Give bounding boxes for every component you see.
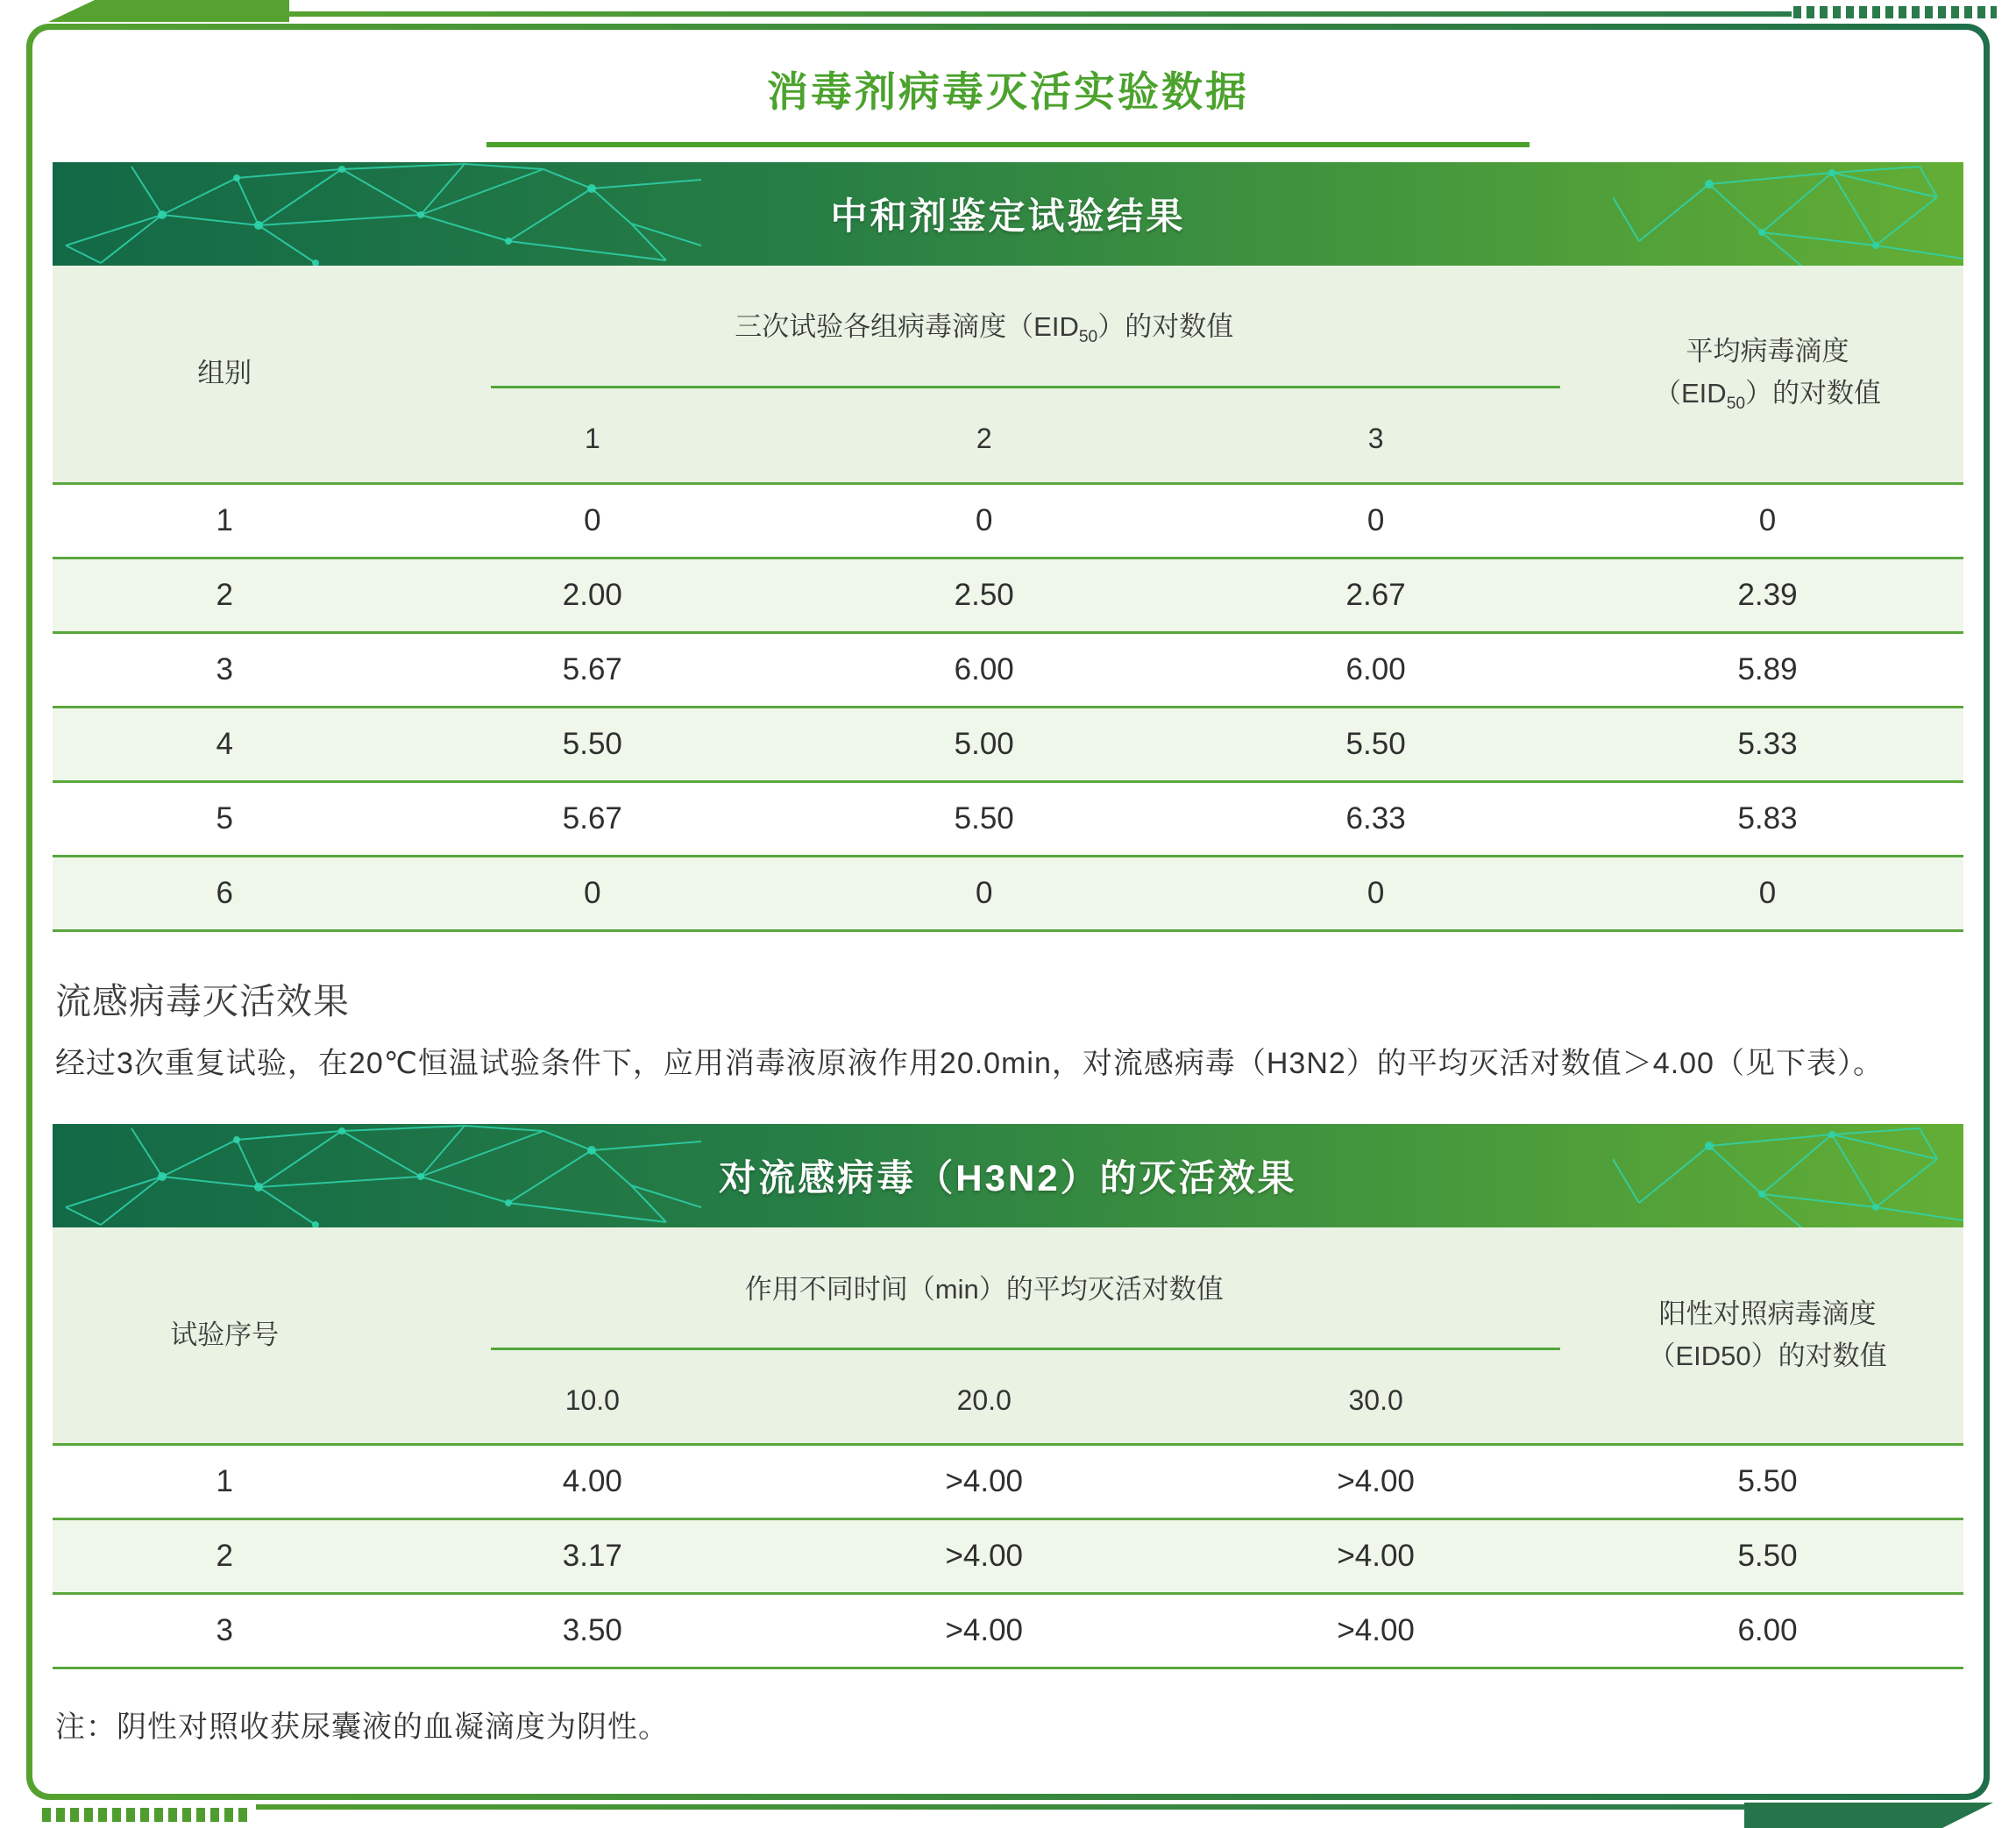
column-header-20min: 20.0 bbox=[788, 1359, 1180, 1445]
title-underline bbox=[486, 142, 1530, 147]
table-cell: 4.00 bbox=[562, 1464, 622, 1499]
top-right-dashed-strip bbox=[1793, 6, 1997, 18]
table-cell: 5.50 bbox=[1737, 1539, 1798, 1574]
column-header-trial-2: 2 bbox=[788, 397, 1180, 483]
network-pattern-icon bbox=[53, 1124, 701, 1227]
table-header-row bbox=[53, 266, 1963, 397]
column-header-test-number: 试验序号 bbox=[53, 1227, 396, 1445]
h3n2-inactivation-table bbox=[53, 1227, 1963, 1670]
table-row bbox=[53, 1445, 1963, 1519]
bottom-right-ribbon bbox=[1744, 1803, 1993, 1828]
section-heading: 流感病毒灭活效果 bbox=[55, 980, 350, 1021]
table2-banner bbox=[53, 1124, 1963, 1227]
table-cell: 2 bbox=[216, 1539, 233, 1574]
table2-banner-title: 对流感病毒（H3N2）的灭活效果 bbox=[719, 1156, 1297, 1199]
table-cell: 2.00 bbox=[562, 577, 622, 612]
table-cell: >4.00 bbox=[1337, 1613, 1415, 1648]
top-border-line bbox=[286, 11, 1792, 17]
table-cell: >4.00 bbox=[945, 1464, 1023, 1499]
table-cell: 6.00 bbox=[954, 651, 1014, 686]
table-cell: 1 bbox=[216, 1464, 233, 1499]
table-cell: 5.50 bbox=[1737, 1464, 1798, 1499]
table-cell: 1 bbox=[216, 502, 233, 537]
table-cell: 5.89 bbox=[1737, 651, 1798, 686]
table-row bbox=[53, 707, 1963, 781]
column-header-positive-control: 阳性对照病毒滴度 （EID50）的对数值 bbox=[1572, 1227, 1963, 1445]
table-cell: 0 bbox=[975, 875, 993, 910]
column-header-trial-1: 1 bbox=[396, 397, 788, 483]
table-row bbox=[53, 1594, 1963, 1668]
table-cell: 6.00 bbox=[1345, 651, 1406, 686]
bottom-border-line bbox=[256, 1804, 1744, 1810]
table-cell: 0 bbox=[1758, 875, 1777, 910]
table-cell: >4.00 bbox=[1337, 1464, 1415, 1499]
table-cell: 6.33 bbox=[1345, 800, 1406, 836]
table-cell: 0 bbox=[1366, 875, 1385, 910]
table-cell: 0 bbox=[975, 502, 993, 537]
column-header-span: 作用不同时间（min）的平均灭活对数值 bbox=[396, 1227, 1572, 1359]
table-cell: 5 bbox=[216, 800, 233, 836]
table-header-row bbox=[53, 1227, 1963, 1359]
table-cell: >4.00 bbox=[945, 1613, 1023, 1648]
span-header-underline bbox=[491, 1348, 1560, 1350]
column-header-group: 组别 bbox=[53, 266, 396, 483]
table-cell: 0 bbox=[1366, 502, 1385, 537]
table-cell: 4 bbox=[216, 726, 233, 761]
body-paragraph: 经过3次重复试验，在20℃恒温试验条件下，应用消毒液原液作用20.0min，对流感病毒（H3N2）的平均灭活对数值＞4.00（见下表）。 bbox=[55, 1046, 1884, 1080]
table-cell: 5.67 bbox=[562, 800, 622, 836]
span-header-underline bbox=[491, 386, 1560, 388]
bottom-left-dashed-strip bbox=[42, 1808, 249, 1822]
footnote: 注：阴性对照收获尿囊液的血凝滴度为阴性。 bbox=[55, 1711, 669, 1745]
table-cell: 5.00 bbox=[954, 726, 1014, 761]
table1-banner-title: 中和剂鉴定试验结果 bbox=[830, 196, 1186, 237]
page-title: 消毒剂病毒灭活实验数据 bbox=[767, 68, 1249, 115]
table-cell: 6.00 bbox=[1737, 1613, 1798, 1648]
content-card-inner bbox=[32, 30, 1984, 1794]
table-cell: 5.67 bbox=[562, 651, 622, 686]
table-cell: 3 bbox=[216, 1613, 233, 1648]
column-header-trial-3: 3 bbox=[1180, 397, 1572, 483]
content-card bbox=[26, 24, 1990, 1800]
column-header-span: 三次试验各组病毒滴度$(EID_{50})$的对数值 bbox=[396, 266, 1572, 397]
column-header-10min: 10.0 bbox=[396, 1359, 788, 1445]
table-cell: 3 bbox=[216, 651, 233, 686]
network-pattern-icon bbox=[1613, 162, 1963, 266]
table-row bbox=[53, 558, 1963, 632]
table-cell: >4.00 bbox=[945, 1539, 1023, 1574]
network-pattern-icon bbox=[1613, 1124, 1963, 1227]
table-cell: 2.50 bbox=[954, 577, 1014, 612]
table-row bbox=[53, 781, 1963, 856]
table-cell: 5.50 bbox=[562, 726, 622, 761]
table-cell: 0 bbox=[584, 502, 601, 537]
table-cell: 5.33 bbox=[1737, 726, 1798, 761]
table-row bbox=[53, 856, 1963, 930]
neutralizer-test-table bbox=[53, 266, 1963, 932]
table-cell: 2 bbox=[216, 577, 233, 612]
table-cell: 3.50 bbox=[562, 1613, 622, 1648]
table-cell: 2.39 bbox=[1737, 577, 1798, 612]
table-cell: 5.50 bbox=[954, 800, 1014, 836]
network-pattern-icon bbox=[53, 162, 701, 266]
table1-banner bbox=[53, 162, 1963, 266]
table-cell: 5.83 bbox=[1737, 800, 1798, 836]
table-cell: 0 bbox=[584, 875, 601, 910]
table-cell: 2.67 bbox=[1345, 577, 1406, 612]
table-cell: 3.17 bbox=[562, 1539, 622, 1574]
table-row bbox=[53, 1519, 1963, 1594]
table-row bbox=[53, 483, 1963, 558]
table-cell: >4.00 bbox=[1337, 1539, 1415, 1574]
table-cell: 5.50 bbox=[1345, 726, 1406, 761]
top-left-ribbon bbox=[48, 0, 289, 22]
table-cell: 0 bbox=[1758, 502, 1777, 537]
table-row bbox=[53, 632, 1963, 707]
column-header-30min: 30.0 bbox=[1180, 1359, 1572, 1445]
column-header-average: 平均病毒滴度 $(EID_{50})$的对数值 bbox=[1572, 266, 1963, 483]
table-cell: 6 bbox=[216, 875, 233, 910]
